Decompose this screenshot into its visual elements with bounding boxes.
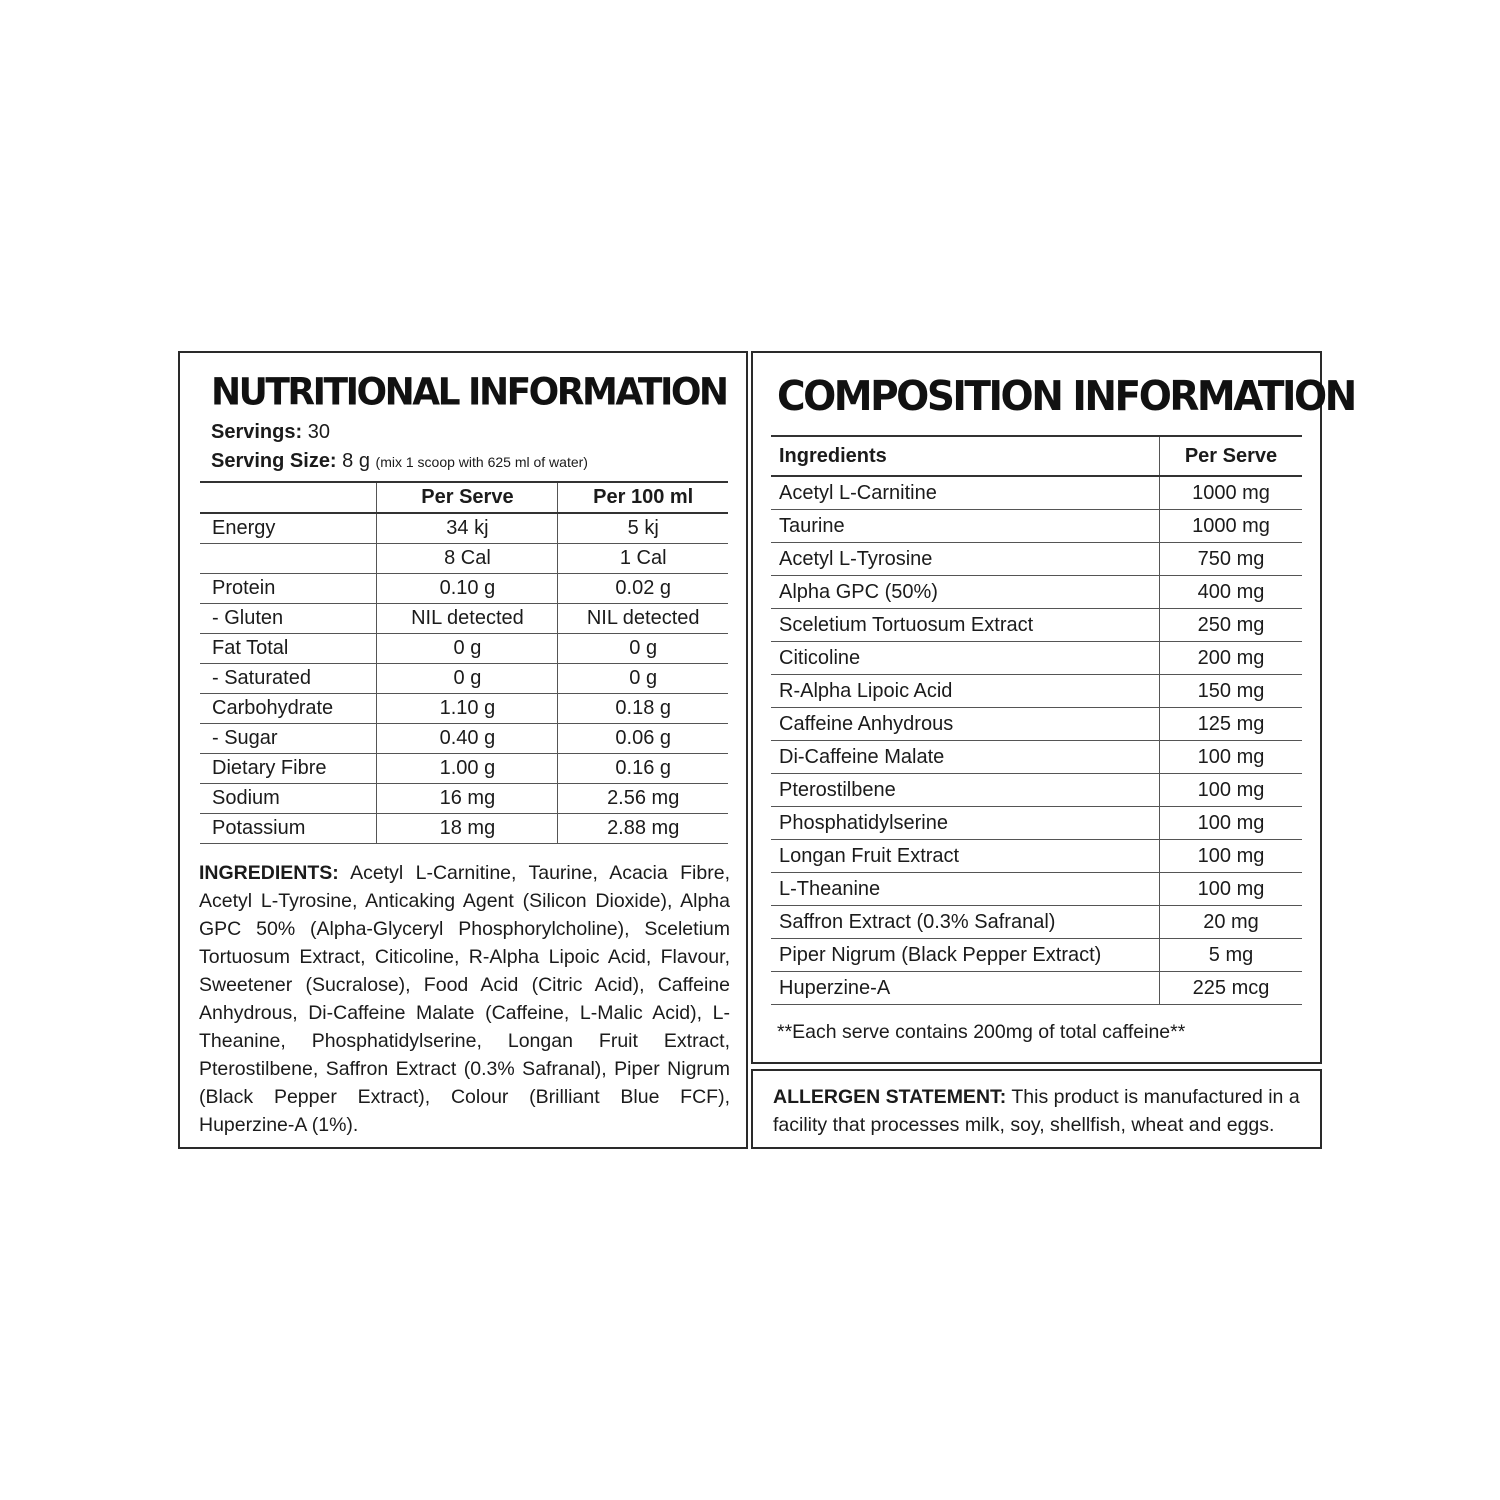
composition-row — [771, 807, 1302, 840]
per-serve-value: 0.10 g — [377, 574, 558, 604]
nutrition-row — [200, 754, 728, 784]
composition-row — [771, 972, 1302, 1005]
per-serve-value: 8 Cal — [377, 544, 558, 574]
nutrition-header-per-serve: Per Serve — [377, 482, 558, 513]
ingredient-amount: 100 mg — [1160, 741, 1303, 774]
ingredient-name: Acetyl L-Carnitine — [771, 476, 1160, 510]
serving-size-label: Serving Size: — [211, 450, 337, 472]
composition-row — [771, 873, 1302, 906]
per-serve-value: 0 g — [377, 634, 558, 664]
nutrition-row — [200, 634, 728, 664]
ingredients-paragraph — [199, 859, 730, 1139]
ingredient-amount: 400 mg — [1160, 576, 1303, 609]
nutrient-name: Carbohydrate — [200, 694, 377, 724]
composition-row — [771, 675, 1302, 708]
ingredients-label: INGREDIENTS: — [199, 862, 339, 884]
composition-row — [771, 708, 1302, 741]
ingredient-name: Sceletium Tortuosum Extract — [771, 609, 1160, 642]
nutrient-name: - Sugar — [200, 724, 377, 754]
composition-header-per-serve: Per Serve — [1160, 436, 1303, 476]
nutrition-row — [200, 664, 728, 694]
allergen-statement — [773, 1083, 1303, 1139]
nutrient-name: Fat Total — [200, 634, 377, 664]
nutrient-name: - Saturated — [200, 664, 377, 694]
per-100ml-value: 1 Cal — [558, 544, 728, 574]
serving-size-value: 8 g — [342, 450, 370, 472]
ingredient-amount: 5 mg — [1160, 939, 1303, 972]
ingredient-amount: 250 mg — [1160, 609, 1303, 642]
nutrition-row — [200, 694, 728, 724]
serving-size-note: (mix 1 scoop with 625 ml of water) — [375, 454, 588, 470]
ingredient-name: Phosphatidylserine — [771, 807, 1160, 840]
per-serve-value: 0 g — [377, 664, 558, 694]
composition-panel — [751, 351, 1355, 1064]
nutrient-name: Potassium — [200, 814, 377, 844]
nutrition-row — [200, 513, 728, 544]
composition-header-ingredients: Ingredients — [771, 436, 1160, 476]
servings-label: Servings: — [211, 421, 303, 443]
nutrient-name: - Gluten — [200, 604, 377, 634]
servings-value: 30 — [307, 421, 330, 443]
nutrient-name — [200, 544, 377, 574]
allergen-panel — [751, 1069, 1322, 1149]
composition-row — [771, 906, 1302, 939]
servings-line — [211, 421, 330, 444]
per-100ml-value: 0 g — [558, 664, 728, 694]
ingredients-text: Acetyl L-Carnitine, Taurine, Acacia Fibre, Acetyl L-Tyrosine, Anticaking Agent (Silicon Dioxide), Alpha GPC 50% (Alpha-Glyceryl Phosphorylcholine), Sceletium Tortuosum Extract, Citicoline, R-Alpha Lipoic Acid, Flavour, Sweetener (Sucralose), Food Acid (Citric Acid), Caffeine Anhydrous, Di-Caffeine Malate (Caffeine, L-Malic Acid), L-Theanine, Phosphatidylserine, Longan Fruit Extract, Pterostilbene, Saffron Extract (0.3% Safranal), Piper Nigrum (Black Pepper Extract), Colour (Brilliant Blue FCF), Huperzine-A (1%). — [199, 862, 730, 1136]
nutrient-name: Energy — [200, 513, 377, 544]
allergen-text: This product is manufactured in a facility that processes milk, soy, shellfish, wheat and eggs. — [773, 1086, 1300, 1136]
ingredient-name: Longan Fruit Extract — [771, 840, 1160, 873]
per-serve-value: 0.40 g — [377, 724, 558, 754]
ingredient-name: Huperzine-A — [771, 972, 1160, 1005]
per-100ml-value: 2.56 mg — [558, 784, 728, 814]
composition-row — [771, 510, 1302, 543]
ingredient-name: Taurine — [771, 510, 1160, 543]
nutrition-row — [200, 544, 728, 574]
nutrition-row — [200, 604, 728, 634]
nutrient-name: Sodium — [200, 784, 377, 814]
ingredient-amount: 750 mg — [1160, 543, 1303, 576]
composition-row — [771, 774, 1302, 807]
ingredient-name: Saffron Extract (0.3% Safranal) — [771, 906, 1160, 939]
nutrient-name: Dietary Fibre — [200, 754, 377, 784]
per-100ml-value: 0.18 g — [558, 694, 728, 724]
ingredient-amount: 1000 mg — [1160, 510, 1303, 543]
per-100ml-value: 0.16 g — [558, 754, 728, 784]
composition-row — [771, 609, 1302, 642]
per-serve-value: NIL detected — [377, 604, 558, 634]
per-serve-value: 16 mg — [377, 784, 558, 814]
composition-row — [771, 642, 1302, 675]
composition-row — [771, 576, 1302, 609]
ingredient-name: Piper Nigrum (Black Pepper Extract) — [771, 939, 1160, 972]
nutrition-row — [200, 574, 728, 604]
ingredient-name: Acetyl L-Tyrosine — [771, 543, 1160, 576]
composition-row — [771, 840, 1302, 873]
per-100ml-value: 0.02 g — [558, 574, 728, 604]
ingredient-name: Caffeine Anhydrous — [771, 708, 1160, 741]
ingredient-amount: 200 mg — [1160, 642, 1303, 675]
nutrition-row — [200, 814, 728, 844]
per-serve-value: 1.10 g — [377, 694, 558, 724]
per-serve-value: 18 mg — [377, 814, 558, 844]
per-serve-value: 1.00 g — [377, 754, 558, 784]
ingredient-name: R-Alpha Lipoic Acid — [771, 675, 1160, 708]
composition-row — [771, 476, 1302, 510]
composition-table — [771, 435, 1302, 1005]
ingredient-amount: 100 mg — [1160, 807, 1303, 840]
allergen-label: ALLERGEN STATEMENT: — [773, 1086, 1007, 1108]
ingredient-name: Di-Caffeine Malate — [771, 741, 1160, 774]
nutrition-header-row — [200, 482, 728, 513]
per-100ml-value: 0 g — [558, 634, 728, 664]
nutrient-name: Protein — [200, 574, 377, 604]
ingredient-amount: 150 mg — [1160, 675, 1303, 708]
nutrition-header-label — [200, 482, 377, 513]
ingredient-name: Alpha GPC (50%) — [771, 576, 1160, 609]
nutrition-header-per-100ml: Per 100 ml — [558, 482, 728, 513]
ingredient-name: Citicoline — [771, 642, 1160, 675]
ingredient-amount: 1000 mg — [1160, 476, 1303, 510]
nutrition-panel — [178, 351, 748, 1149]
composition-row — [771, 939, 1302, 972]
composition-row — [771, 741, 1302, 774]
per-serve-value: 34 kj — [377, 513, 558, 544]
ingredient-name: L-Theanine — [771, 873, 1160, 906]
ingredient-amount: 100 mg — [1160, 873, 1303, 906]
per-100ml-value: 0.06 g — [558, 724, 728, 754]
nutrition-row — [200, 724, 728, 754]
nutrition-table — [200, 481, 728, 844]
ingredient-name: Pterostilbene — [771, 774, 1160, 807]
caffeine-note: **Each serve contains 200mg of total caffeine** — [777, 1021, 1186, 1043]
ingredient-amount: 125 mg — [1160, 708, 1303, 741]
composition-title: COMPOSITION INFORMATION — [777, 373, 1355, 421]
per-100ml-value: 5 kj — [558, 513, 728, 544]
ingredient-amount: 20 mg — [1160, 906, 1303, 939]
nutrition-title: NUTRITIONAL INFORMATION — [211, 371, 727, 415]
ingredient-amount: 100 mg — [1160, 774, 1303, 807]
per-100ml-value: NIL detected — [558, 604, 728, 634]
ingredient-amount: 100 mg — [1160, 840, 1303, 873]
composition-header-row — [771, 436, 1302, 476]
composition-row — [771, 543, 1302, 576]
ingredient-amount: 225 mcg — [1160, 972, 1303, 1005]
nutrition-row — [200, 784, 728, 814]
per-100ml-value: 2.88 mg — [558, 814, 728, 844]
serving-size-line — [211, 450, 588, 473]
